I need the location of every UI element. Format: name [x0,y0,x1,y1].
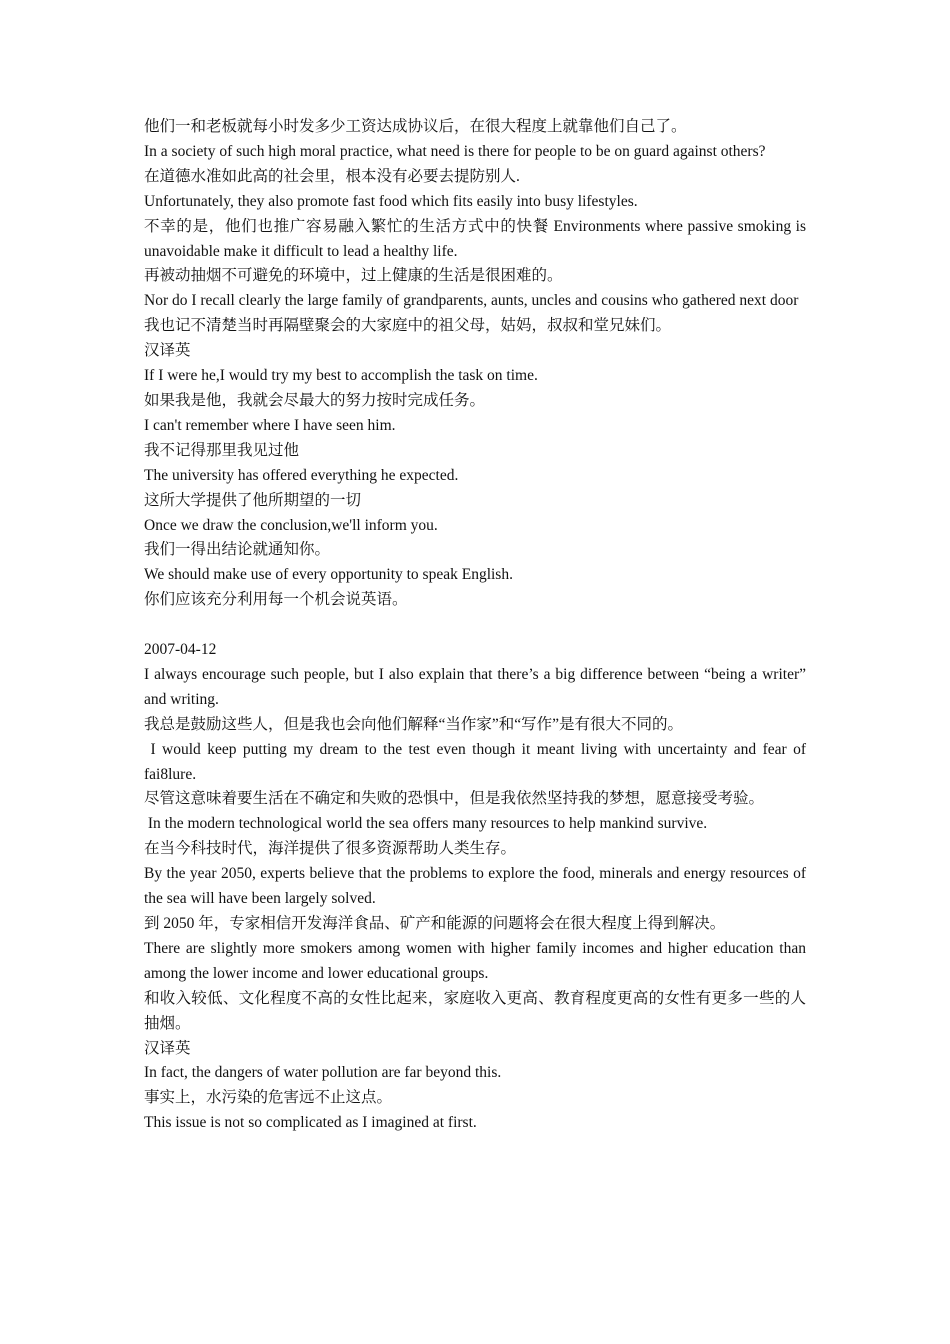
text-line: 在道德水准如此高的社会里，根本没有必要去提防别人. [144,167,520,185]
entry-date: 2007-04-12 [144,641,217,659]
text-line: In fact, the dangers of water pollution are far beyond this. [144,1064,502,1082]
section-heading: 汉译英 [144,1039,191,1057]
section-heading: 汉译英 [144,342,191,360]
text-line: 我也记不清楚当时再隔壁聚会的大家庭中的祖父母，姑妈，叔叔和堂兄妹们。 [144,317,672,335]
text-line: The university has offered everything he expected. [144,466,459,484]
text-line: In the modern technological world the sea offers many resources to help mankind survive. [144,815,708,833]
text-block-1 [144,115,806,613]
text-line: I can't remember where I have seen him. [144,416,396,434]
text-line: Nor do I recall clearly the large family of grandparents, aunts, uncles and cousins who gathered next door [144,292,799,310]
text-line: 尽管这意味着要生活在不确定和失败的恐惧中，但是我依然坚持我的梦想，愿意接受考验。 [144,790,765,808]
text-line: 和收入较低、文化程度不高的女性比起来，家庭收入更高、教育程度更高的女性有更多一些的人抽烟。 [144,989,806,1032]
text-line: 在当今科技时代，海洋提供了很多资源帮助人类生存。 [144,840,517,858]
text-line: If I were he,I would try my best to accomplish the task on time. [144,367,538,385]
text-line: 他们一和老板就每小时发多少工资达成协议后，在很大程度上就靠他们自己了。 [144,118,687,135]
text-line: 这所大学提供了他所期望的一切 [144,491,362,509]
text-line: 到 2050 年，专家相信开发海洋食品、矿产和能源的问题将会在很大程度上得到解决。 [144,914,726,932]
text-line: 再被动抽烟不可避免的环境中，过上健康的生活是很困难的。 [144,267,563,285]
text-line: In a society of such high moral practice, what need is there for people to be on guard against others? [144,142,766,160]
text-line: 不幸的是，他们也推广容易融入繁忙的生活方式中的快餐 Environments where passive smoking is unavoidable make it difficult to lead a healthy life. [144,217,806,260]
text-line: 我不记得那里我见过他 [144,441,300,459]
text-line: Once we draw the conclusion,we'll inform you. [144,516,438,534]
text-line: We should make use of every opportunity to speak English. [144,566,513,584]
document-page [144,115,810,1136]
blank-line [144,613,806,638]
text-line: 事实上，水污染的危害远不止这点。 [144,1089,393,1107]
text-block-2 [144,663,810,1136]
text-line: 如果我是他，我就会尽最大的努力按时完成任务。 [144,391,486,409]
text-line: 你们应该充分利用每一个机会说英语。 [144,591,408,609]
text-line: This issue is not so complicated as I imagined at first. [144,1114,477,1132]
text-line: I always encourage such people, but I also explain that there’s a big difference between “being a writer” and writing. [144,665,806,708]
text-line: 我总是鼓励这些人，但是我也会向他们解释“当作家”和“写作”是有很大不同的。 [144,715,684,733]
text-line: There are slightly more smokers among women with higher family incomes and higher education than among the lower income and lower educational groups. [144,939,806,982]
text-line: 我们一得出结论就通知你。 [144,541,331,559]
text-line: By the year 2050, experts believe that the problems to explore the food, minerals and energy resources of the sea will have been largely solved. [144,865,806,908]
text-line: I would keep putting my dream to the test even though it meant living with uncertainty and fear of fai8lure. [144,740,810,783]
text-line: Unfortunately, they also promote fast food which fits easily into busy lifestyles. [144,192,638,210]
